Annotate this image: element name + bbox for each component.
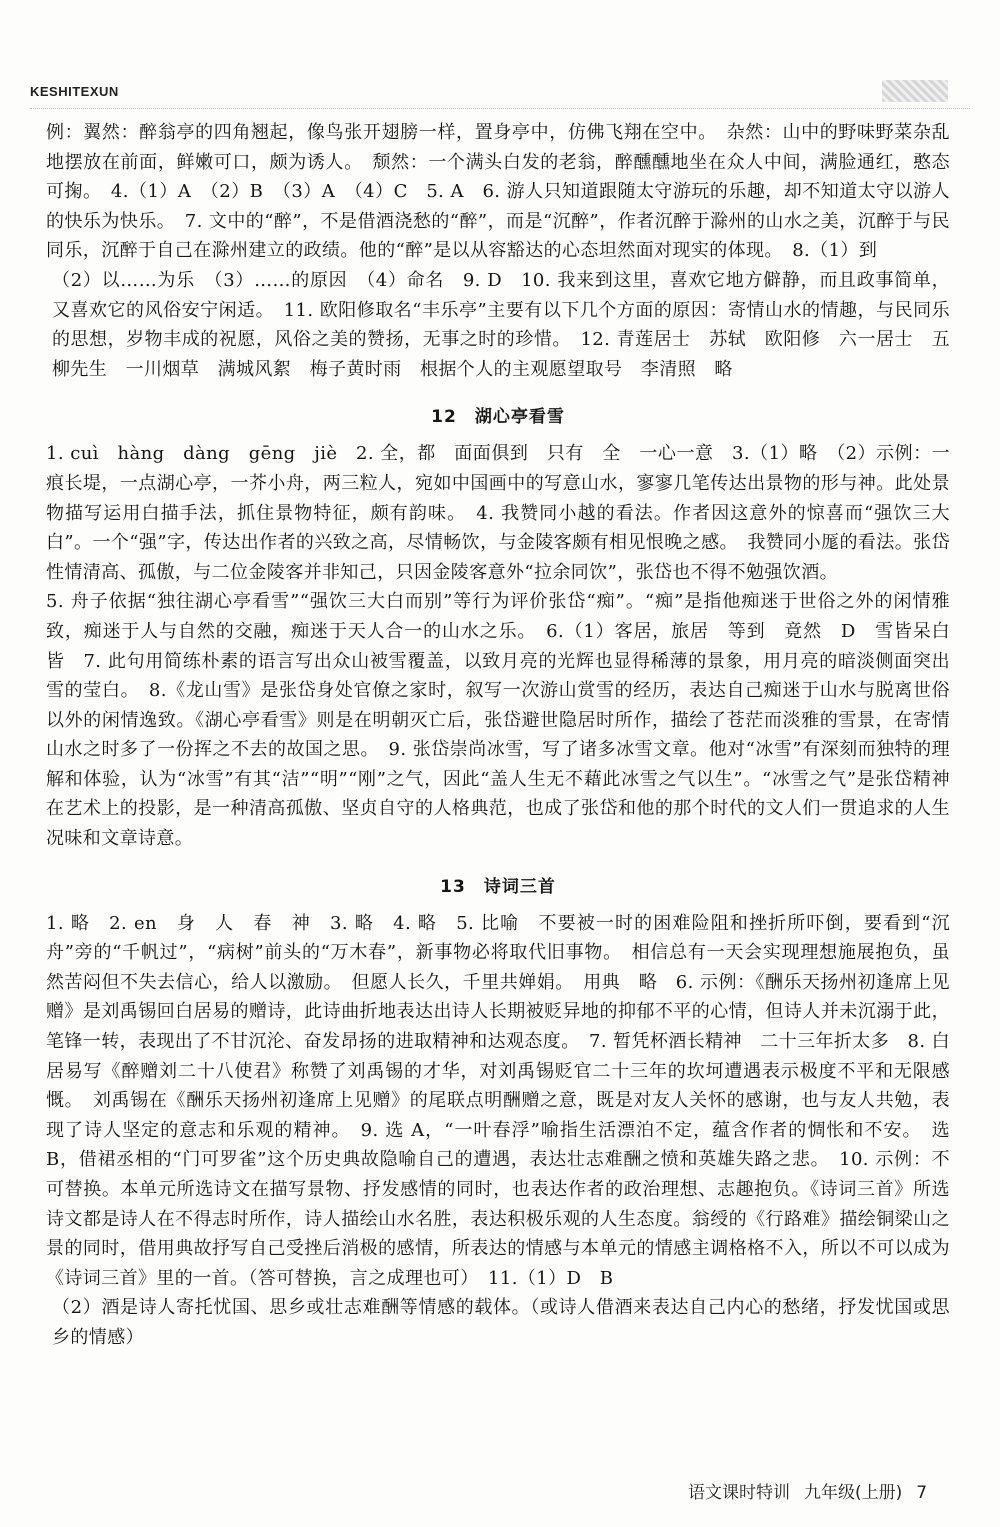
section-number: 12 [431,407,457,428]
footer-book-title: 语文课时特训 [688,1483,790,1503]
header-brand: KESHITEXUN [30,84,119,99]
page-number: 7 [916,1483,928,1503]
section-heading-12 [46,402,950,427]
intro-paragraph-2: （2）以……为乐 （3）……的原因 （4）命名 9. D 10. 我来到这里，喜欢它地方僻静，而且政事简单，又喜欢它的风俗安宁闲适。 11. 欧阳修取名“丰乐亭”主要有以下几个方面的原因：寄情山水的情趣，与民同乐的思想，岁物丰成的祝愿，风俗之美的赞扬，无事之时的珍惜。 12. 青莲居士 苏轼 欧阳修 六一居士 五柳先生 一川烟草 满城风絮 梅子黄时雨 根据个人的主观愿望取号 李清照 略 [52,269,950,380]
header-logo [882,80,948,102]
page-footer [688,1478,927,1503]
footer-grade: 九年级(上册) [804,1483,903,1503]
header-divider [30,108,970,109]
section-12-paragraph-1: 1. cuì hàng dàng gēng jiè 2. 全，都 面面俱到 只有 全 一心一意 3.（1）略 （2）示例：一痕长堤，一点湖心亭，一芥小舟，两三粒人，宛如中国画中的写意山水，寥寥几笔传达出景物的形与神。此处景物描写运用白描手法，抓住景物特征，颇有韵味。 4. 我赞同小越的看法。作者因这意外的惊喜而“强饮三大白”。一个“强”字，传达出作者的兴致之高，尽情畅饮，与金陵客颇有相见恨晚之感。 我赞同小厖的看法。张岱性情清高、孤傲，与二位金陵客并非知己，只因金陵客意外“拉余同饮”，张岱也不得不勉强饮酒。 [46,443,950,583]
section-title: 湖心亭看雪 [474,407,565,428]
answer-content [46,118,969,1353]
section-13-paragraph-1: 1. 略 2. en 身 人 春 神 3. 略 4. 略 5. 比喻 不要被一时的困难险阻和挫折所吓倒，要看到“沉舟”旁的“千帆过”，“病树”前头的“万木春”，新事物必将取代旧事物。 相信总有一天会实现理想施展抱负，虽然苦闷但不失去信心，给人以激励。 但愿人长久，千里共婵娟。 用典 略 6. 示例：《酬乐天扬州初逢席上见赠》是刘禹锡回白居易的赠诗，此诗曲折地表达出诗人长期被贬异地的抑郁不平的心情，但诗人并未沉溺于此，笔锋一转，表现出了不甘沉沦、奋发昂扬的进取精神和达观态度。 7. 暂凭杯酒长精神 二十三年折太多 8. 白居易写《醉赠刘二十八使君》称赞了刘禹锡的才华，对刘禹锡贬官二十三年的坎坷遭遇表示极度不平和无限感慨。 刘禹锡在《酬乐天扬州初逢席上见赠》的尾联点明酬赠之意，既是对友人关怀的感谢，也与友人共勉，表现了诗人坚定的意志和乐观的精神。 9. 选 A，“一叶春浮”喻指生活漂泊不定，蕴含作者的惆怅和不安。 选 B，借裙丞相的“门可罗雀”这个历史典故隐喻自己的遭遇，表达壮志难酬之愤和英雄失路之悲。 10. 示例：不可替换。本单元所选诗文在描写景物、抒发感情的同时，也表达作者的政治理想、志趣抱负。《诗词三首》所选诗文都是诗人在不得志时所作，诗人描绘山水名胜，表达积极乐观的人生态度。翁绶的《行路难》描绘铜梁山之景的同时，借用典故抒写自己受挫后消极的感情，所表达的情感与本单元的情感主调格格不入，所以不可以成为《诗词三首》里的一首。（答可替换，言之成理也可） 11.（1）D B [46,912,950,1289]
section-title: 诗词三首 [483,876,556,897]
section-heading-13 [46,872,950,897]
section-12-paragraph-2: 5. 舟子依据“独往湖心亭看雪”“强饮三大白而别”等行为评价张岱“痴”。“痴”是指他痴迷于世俗之外的闲情雅致，痴迷于人与自然的交融，痴迷于天人合一的山水之乐。 6.（1）客居，旅居 等到 竟然 D 雪皆呆白 皆 7. 此句用简练朴素的语言写出众山被雪覆盖，以致月亮的光辉也显得稀薄的景象，用月亮的暗淡侧面突出雪的莹白。 8.《龙山雪》是张岱身处官僚之家时，叙写一次游山赏雪的经历，表达自己痴迷于山水与脱离世俗以外的闲情逸致。《湖心亭看雪》则是在明朝灭亡后，张岱避世隐居时所作，描绘了苍茫而淡雅的雪景，在寄情山水之时多了一份挥之不去的故国之思。 9. 张岱崇尚冰雪，写了诸多冰雪文章。他对“冰雪”有深刻而独特的理解和体验，认为“冰雪”有其“洁”“明”“刚”之气，因此“盖人生无不藉此冰雪之气以生”。“冰雪之气”是张岱精神在艺术上的投影，是一种清高孤傲、坚贞自守的人格典范，也成了张岱和他的那个时代的文人们一贯追求的人生况味和文章诗意。 [46,591,969,850]
section-number: 13 [440,876,466,897]
intro-paragraph-1: 例：翼然：醉翁亭的四角翘起，像鸟张开翅膀一样，置身亭中，仿佛飞翔在空中。 杂然：山中的野味野菜杂乱地摆放在前面，鲜嫩可口，颇为诱人。 颓然：一个满头白发的老翁，醉醺醺地坐在众人中间，满脸通红，憨态可掬。 4.（1）A （2）B （3）A （4）C 5. A 6. 游人只知道跟随太守游玩的乐趣，却不知道太守以游人的快乐为快乐。 7. 文中的“醉”，不是借酒浇愁的“醉”，而是“沉醉”，作者沉醉于滁州的山水之美，沉醉于与民同乐，沉醉于自己在滁州建立的政绩。他的“醉”是以从容豁达的心态坦然面对现实的体现。 8.（1）到 [46,122,950,262]
section-13-paragraph-2: （2）酒是诗人寄托忧国、思乡或壮志难酬等情感的载体。（或诗人借酒来表达自己内心的愁绪，抒发忧国或思乡的情感） [52,1297,950,1348]
